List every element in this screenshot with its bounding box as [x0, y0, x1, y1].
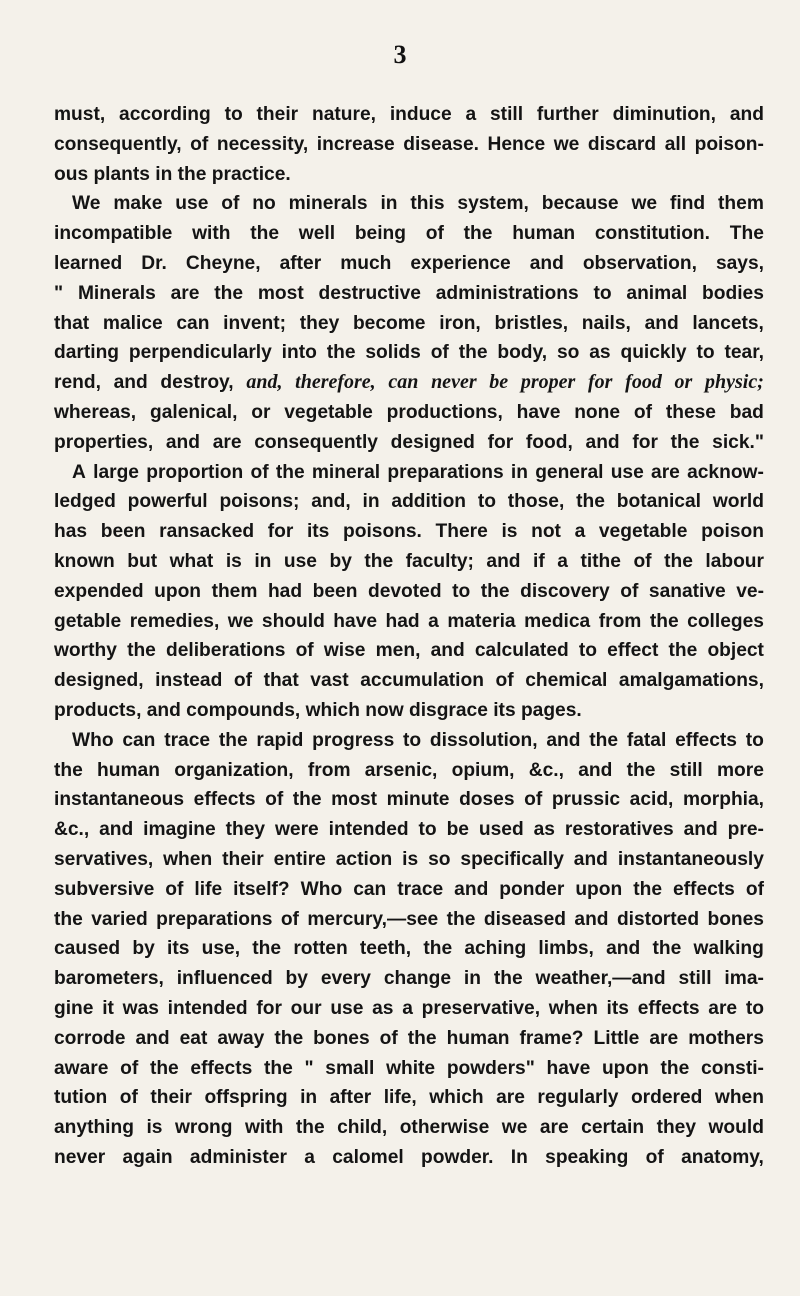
text-line: caused by its use, the rotten teeth, the aching limbs, and the walking — [54, 938, 764, 960]
text-line: gine it was intended for our use as a preservative, when its effects are to — [54, 997, 764, 1019]
text-line: anything is wrong with the child, otherwise we are certain they would — [54, 1117, 764, 1139]
text-line: the human organization, from arsenic, opium, &c., and the still more — [54, 759, 764, 781]
text-line: ledged powerful poisons; and, in addition to those, the botanical world — [54, 491, 764, 513]
page-number: 3 — [393, 40, 407, 69]
text-line: known but what is in use by the faculty; and if a tithe of the labour — [54, 550, 764, 572]
text-line: &c., and imagine they were intended to be used as restoratives and pre- — [54, 819, 764, 841]
text-line: instantaneous effects of the most minute doses of prussic acid, morphia, — [54, 789, 764, 811]
text-line: incompatible with the well being of the human constitution. The — [54, 223, 764, 245]
text-line: products, and compounds, which now disgrace its pages. — [54, 699, 582, 721]
text-line: Who can trace the rapid progress to dissolution, and the fatal effects to — [72, 729, 764, 751]
text-line: We make use of no minerals in this system, because we find them — [72, 193, 764, 215]
text-line: the varied preparations of mercury,—see the diseased and distorted bones — [54, 908, 764, 930]
text-line: barometers, influenced by every change in the weather,—and still ima- — [54, 968, 764, 990]
text-line: properties, and are consequently designed for food, and for the sick." — [54, 431, 764, 453]
text-line: that malice can invent; they become iron, bristles, nails, and lancets, — [54, 312, 764, 334]
text-line: has been ransacked for its poisons. There is not a vegetable poison — [54, 521, 764, 543]
text-line: rend, and destroy, and, therefore, can never be proper for food or physic; — [54, 371, 764, 394]
text-line: whereas, galenical, or vegetable productions, have none of these bad — [54, 401, 764, 423]
text-line: darting perpendicularly into the solids of the body, so as quickly to tear, — [54, 342, 764, 364]
text-line: " Minerals are the most destructive administrations to animal bodies — [54, 282, 764, 304]
text-line: designed, instead of that vast accumulation of chemical amalgamations, — [54, 670, 764, 692]
text-line: expended upon them had been devoted to the discovery of sanative ve- — [54, 580, 764, 602]
text-line: subversive of life itself? Who can trace and ponder upon the effects of — [54, 878, 764, 900]
text-line: ous plants in the practice. — [54, 163, 291, 185]
text-line: consequently, of necessity, increase disease. Hence we discard all poison- — [54, 133, 764, 155]
text-line: never again administer a calomel powder. In speaking of anatomy, — [54, 1146, 764, 1168]
text-line: must, according to their nature, induce a still further diminution, and — [54, 104, 764, 125]
text-line: worthy the deliberations of wise men, and calculated to effect the object — [54, 640, 764, 662]
text-line: A large proportion of the mineral preparations in general use are acknow- — [72, 461, 764, 483]
text-line: getable remedies, we should have had a materia medica from the colleges — [54, 610, 764, 632]
text-line: aware of the effects the " small white powders" have upon the consti- — [54, 1057, 764, 1079]
body-text — [54, 100, 764, 1173]
text-line: corrode and eat away the bones of the human frame? Little are mothers — [54, 1027, 764, 1049]
text-line: tution of their offspring in after life, which are regularly ordered when — [54, 1087, 764, 1109]
text-line: servatives, when their entire action is so specifically and instantaneously — [54, 848, 764, 870]
text-line: learned Dr. Cheyne, after much experience and observation, says, — [54, 252, 764, 274]
